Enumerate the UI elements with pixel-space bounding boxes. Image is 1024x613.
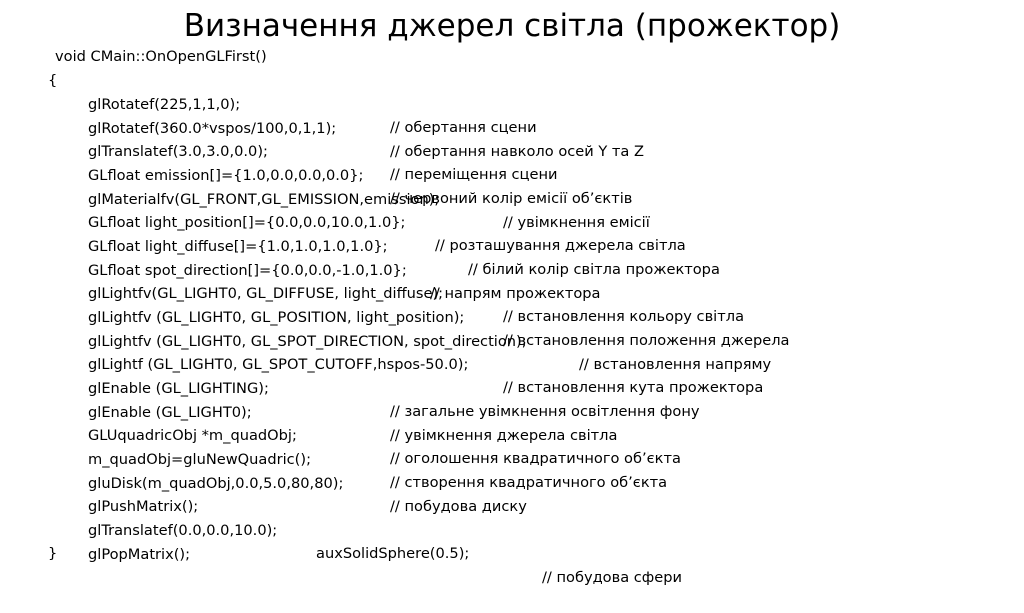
code-comment: // обертання сцени xyxy=(390,119,537,137)
code-comment: // загальне увімкнення освітлення фону xyxy=(390,403,700,421)
code-comment: // увімкнення джерела світла xyxy=(390,427,618,445)
code-comment: // увімкнення емісії xyxy=(503,214,650,232)
code-statement: glRotatef(225,1,1,0); xyxy=(88,95,241,113)
code-statement: GLfloat light_diffuse[]={1.0,1.0,1.0,1.0}; xyxy=(88,237,388,255)
code-statement: gluDisk(m_quadObj,0.0,5.0,80,80); xyxy=(88,474,344,492)
code-statement: glLightfv (GL_LIGHT0, GL_POSITION, light_position); xyxy=(88,308,465,326)
code-statement: GLUquadricObj *m_quadObj; xyxy=(88,426,297,444)
code-comment: // побудова диску xyxy=(390,498,527,516)
code-statement: glPushMatrix(); xyxy=(88,497,199,515)
code-statement: glMaterialfv(GL_FRONT,GL_EMISSION,emission); xyxy=(88,190,440,208)
code-comment: // встановлення кута прожектора xyxy=(503,379,764,397)
code-statement: GLfloat spot_direction[]={0.0,0.0,-1.0,1.0}; xyxy=(88,261,407,279)
code-comment: // переміщення сцени xyxy=(390,166,558,184)
code-comment: // оголошення квадратичного об’єкта xyxy=(390,450,681,468)
code-statement: glLightfv(GL_LIGHT0, GL_DIFFUSE, light_diffuse); xyxy=(88,284,444,302)
code-statement: glPopMatrix(); xyxy=(88,545,191,563)
slide-title: Визначення джерел світла (прожектор) xyxy=(183,8,841,44)
code-statement: glTranslatef(0.0,0.0,10.0); xyxy=(88,521,278,539)
code-comment: // створення квадратичного об’єкта xyxy=(390,474,668,492)
code-statement: glEnable (GL_LIGHTING); xyxy=(88,379,269,397)
close-brace: } xyxy=(48,545,58,562)
code-statement: glLightfv (GL_LIGHT0, GL_SPOT_DIRECTION, spot_direction); xyxy=(88,332,527,350)
code-statement: GLfloat light_position[]={0.0,0.0,10.0,1.0}; xyxy=(88,213,406,231)
code-comment: // білий колір світла прожектора xyxy=(468,261,720,279)
code-comment: // встановлення положення джерела xyxy=(503,332,790,350)
function-header: void CMain::OnOpenGLFirst() xyxy=(55,48,267,65)
code-statement: m_quadObj=gluNewQuadric(); xyxy=(88,450,311,468)
code-statement-2: auxSolidSphere(0.5); xyxy=(316,545,470,563)
code-statement: glEnable (GL_LIGHT0); xyxy=(88,403,252,421)
code-statement: glLightf (GL_LIGHT0, GL_SPOT_CUTOFF,hspos-50.0); xyxy=(88,355,469,373)
code-comment: // обертання навколо осей Y та Z xyxy=(390,143,645,161)
code-statement: GLfloat emission[]={1.0,0.0,0.0,0.0}; xyxy=(88,166,364,184)
code-comment: // напрям прожектора xyxy=(430,285,601,303)
code-statement: glTranslatef(3.0,3.0,0.0); xyxy=(88,142,268,160)
code-comment: // розташування джерела світла xyxy=(435,237,686,255)
code-comment: // встановлення напряму xyxy=(579,356,772,374)
code-comment: // червоний колір емісії об’єктів xyxy=(390,190,633,208)
open-brace: { xyxy=(48,72,58,89)
code-comment: // встановлення кольору світла xyxy=(503,308,745,326)
code-comment: // побудова сфери xyxy=(542,568,683,586)
code-statement: glRotatef(360.0*vspos/100,0,1,1); xyxy=(88,119,337,137)
